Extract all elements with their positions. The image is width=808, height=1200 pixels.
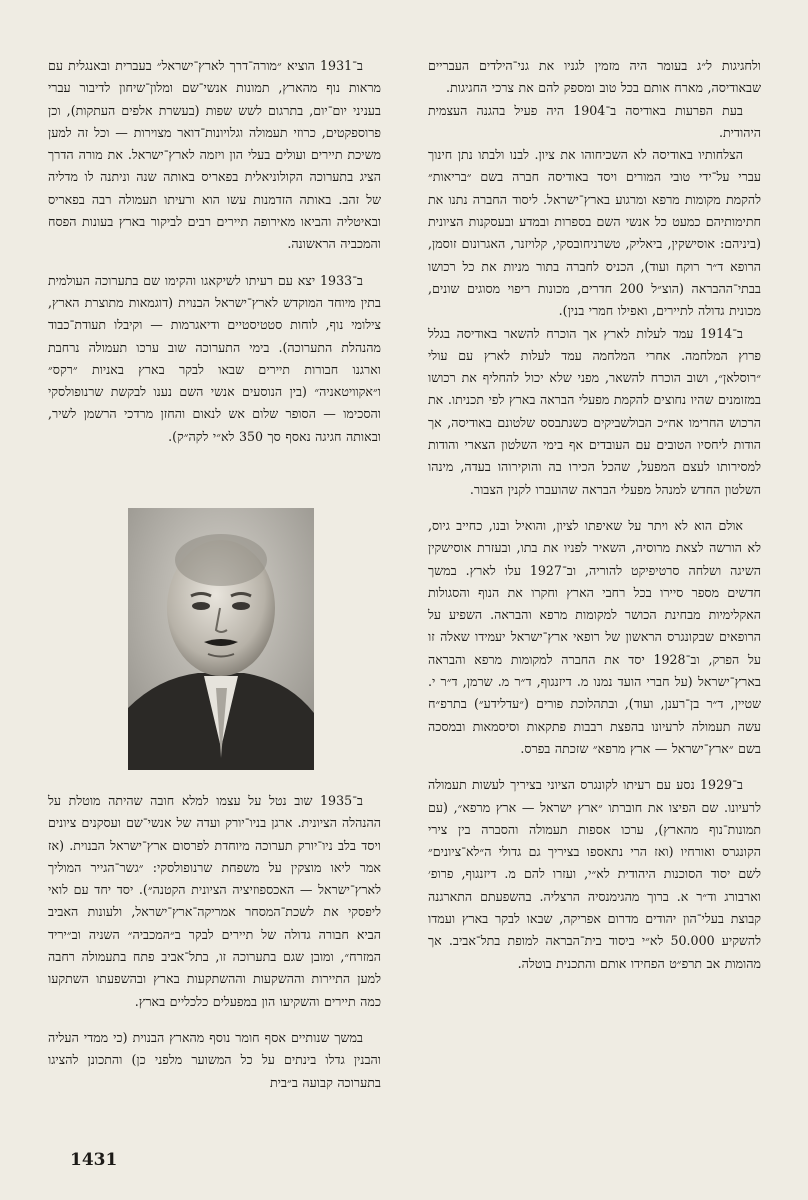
paragraph: ב־1931 הוציא ״מורה־דרך לארץ־ישראל״ בעברית ובאנגלית עם מראות נוף מהארץ, תמונות אנשי־שם ומלון־שיחון לדיבור עברי בעניני יום־יום, בתרגום לשש שפות (בעשרת אלפים העתקות), וכן פרוספקטים, כרוזי תעמולה וגלויונות־דואר מצוירות — וכל זה למען משיכת תיירים ועולים בעלי הון ויזמה לארץ־ישראל. את מורה הדרך הציג בתערוכה הקולוניאלית בפאריס באותה שנה וניתנה לו מדליה של זהב. באותה הזדמנות עשו הוא ורעיתו תעמולה רבה בפאריס ובאיטליה והביאו מאירופה תיירים רבים לביקור בארץ בעונות הפסח והמכביה הראשונה. <box>48 58 381 252</box>
paragraph: בעת הפרעות באודיסה ב־1904 היה פעיל בהגנה העצמית היהודית. <box>428 102 761 140</box>
paragraph: ולחגיגות ל״ג בעומר היה מזמין לגניו את גני־הילדים העבריים שבאודיסה, מארח אותם בכל טוב ומספק להם את צרכי החגיגות. <box>428 58 761 96</box>
paragraph: אולם הוא לא ויתר על שאיפתו לציון, והואיל ובנו, כחייב גיוס, לא הורשה לצאת מרוסיה, השאיר לפניו את בתו, ובעזרת אוסישקין השיגה ושלחה סרטיפיקט להוריה, וב־1927 עלו לארץ. במשך חדשים מספר סיירו בכל רחבי הארץ וחקרו את הנוף והסגולות האקלימיות מבחינת הכושר למקומות מרפא והבראה. השפיע על הרופאים שבקונגרס הראשון של רופאי ארץ־ישראל יעמידו שאלה זו על הפרק, וב־1928 יסד את החברה למקומות מרפא והבראה בארץ־ישראל (על חברי הועד נמנו מ. דיזנגוף, ד״ר מ. שרמן, ד״ר י. שטיין, ד״ר בן־רענן, ועוד), ובתהלוכת פורים (״עדלידע״) בתרפ״ח עשה תעמולה לרעיונו בהפצת רבבות פתקאות וסיסמאות ובמסכה בשם ״ארץ־ישראל — ארץ מרפא״ שזכתה בפרס. <box>428 517 761 756</box>
paragraph: במשך שנותיים אסף חומר נוסף מהארץ הבנוית (כי ממדי העליה והבנין גדלו בינתים על כל המשוער מלפני כן) והתכונן להציגו בתערוכה קבועה ב״בית <box>48 1029 381 1090</box>
page-number: 1431 <box>70 1150 118 1170</box>
paragraph: ב־1914 עמד לעלות לארץ אך הוכרח להשאר באודיסה בגלל פרוץ המלחמה. אחרי המלחמה עמד לעלות לארץ עם עולי ״רוסלאן״, ושוב הוכרח להשאר, מפני שלא יכול להחליף את רכושו במזומנים שהיו נחוצים להקמת מפעלי הבראה בארץ לפי תכניתו. את הרכוש החרימו אח״כ הבולשביקים כשנתבסס שלטונם באודיסה, אך הודות ליחסיו הטובים עם העובדים אף בימי השלטון הצארי והודות למסירותו לעצם המפעל, שהכל הכירו בה והוקירוהו בעדה, מינהו השלטון החדש למנהל מפעלי הבראה שהועברו לקנין הצבור. <box>428 325 761 497</box>
paragraph: ב־1929 נסע עם רעיתו לקונגרס הציוני בציריך לעשות תעמולה לרעיונו. שם הפיצו את חוברתו ״ארץ ישראל — ארץ מרפא״, (עם תמונות־נוף מהארץ), ערכו אספות תעמולה והסברה בין צירי הקונגרס ואורחיו (ואז הרי נתאספו בציריך גם גדולי ה״לא־ציונים״ לשם יסוד הסוכנות היהודית לא״י, ועזרו להם מ. דיזנגוף, פרופ׳ וארבורג וד״ר א. ברוך מהגימנסיה הרצליה. בהשפעתם התארגנה קבוצת בעלי־הון יהודים מדרום אפריקה, שבאו לבקר בארץ ועמדו להשקיע 50.000 לא״י ביסוד בית־הבראה למופת בתל־אביב. אך מהומות אב תרפ״ט הפחידו אותם והתכנית בוטלה. <box>428 777 761 971</box>
paragraph: ב־1935 שוב נטל על עצמו למלא חובה שהיתה מוטלת על ההנהלה הציונית. ארגן בניו־יורק ועדה של אנשי־שם ועסקנים ציונים ויסד בלב ניו־יורק תערוכה מיוחדת לפרסום ארץ־ישראל הבנוית. (אז אמר ליאו מוצקין על משפחת שרנופולסקי: ״גשר־הגייר המוליך לארץ־ישראל — האכספוזיציה הציונית הקטנה״). יסד יחד עם לואי ליפסקי את לשכת־המסחר אמריקה־ארץ־ישראל, ולעונות האביב הביא חבורה גדולה של תיירים לבקר ב״המכביה״ השניה וב״יריד המזרח״, ומובן שגם בתערוכה זו, בתל־אביב פתח בתעמולה רחבה למען התיירות וההשקעות וההשתקעות בארץ ובהשפעתו השתקעו כמה תיירים והשקיעו הון במפעלים כלכליים בארץ. <box>48 793 381 1009</box>
right-text-column <box>428 55 761 975</box>
portrait-photo <box>128 508 314 770</box>
paragraph: ב־1933 יצא עם רעיתו לשיקאגו והקימו שם בתערוכה העולמית בתין מיוחד המוקדש לארץ־ישראל הבנוית (דוגמאות מתוצרת הארץ, צילומי נוף, לוחות סטטיסטיים ודיאגרמות — וקיבלו תעודת־כבוד מהנהלת התערוכה). בימי התערוכה שוב ערכו תעמולה נרחבת וארגנו חבורות תיירים שבאו לבקר בארץ באניות ״רקס״ ו״אקוויטאניה״ (בין הנוסעים אנשי השם נענו לבקשת שרנופולסקי והסכימו — הסופר שלום אש לנאום והחזן מרדכי הרשמן לשיר, ובאותה חגיגה נאסף סך 350 לא״י לקה״ק). <box>48 272 381 444</box>
portrait-image <box>128 508 314 770</box>
paragraph: הצלחותיו באודיסה לא השכיחוהו את ציון. לבנו ולבתו נתן חינוך עברי על־ידי טובי המורים ויסד באודיסה חברה בשם ״בריאות״ להקמת מקומות מרפא ומרגוע בארץ־ישראל. ליסוד החברה נתנו את חתימותיהם כמעט כל אנשי השם בספרות ובמדע ובעסקנות הציונית (ביניהם: אוסישקין, ביאליק, טשרניחובסקי, קלויזנר, האגרונום זוסמן, הרופא ד״ר רוקח ועוד), הכניס לחברה בתור מניות את כל רכושו בבתי־ההבראה (הוצ״ל 200 חדרים, מכונות ריפוי מסוגים שונים, מכונית גדולה לתיירים, ואפילו חמרי בנין). <box>428 147 761 319</box>
left-text-column-top <box>48 55 381 448</box>
left-text-column-bottom <box>48 790 381 1094</box>
